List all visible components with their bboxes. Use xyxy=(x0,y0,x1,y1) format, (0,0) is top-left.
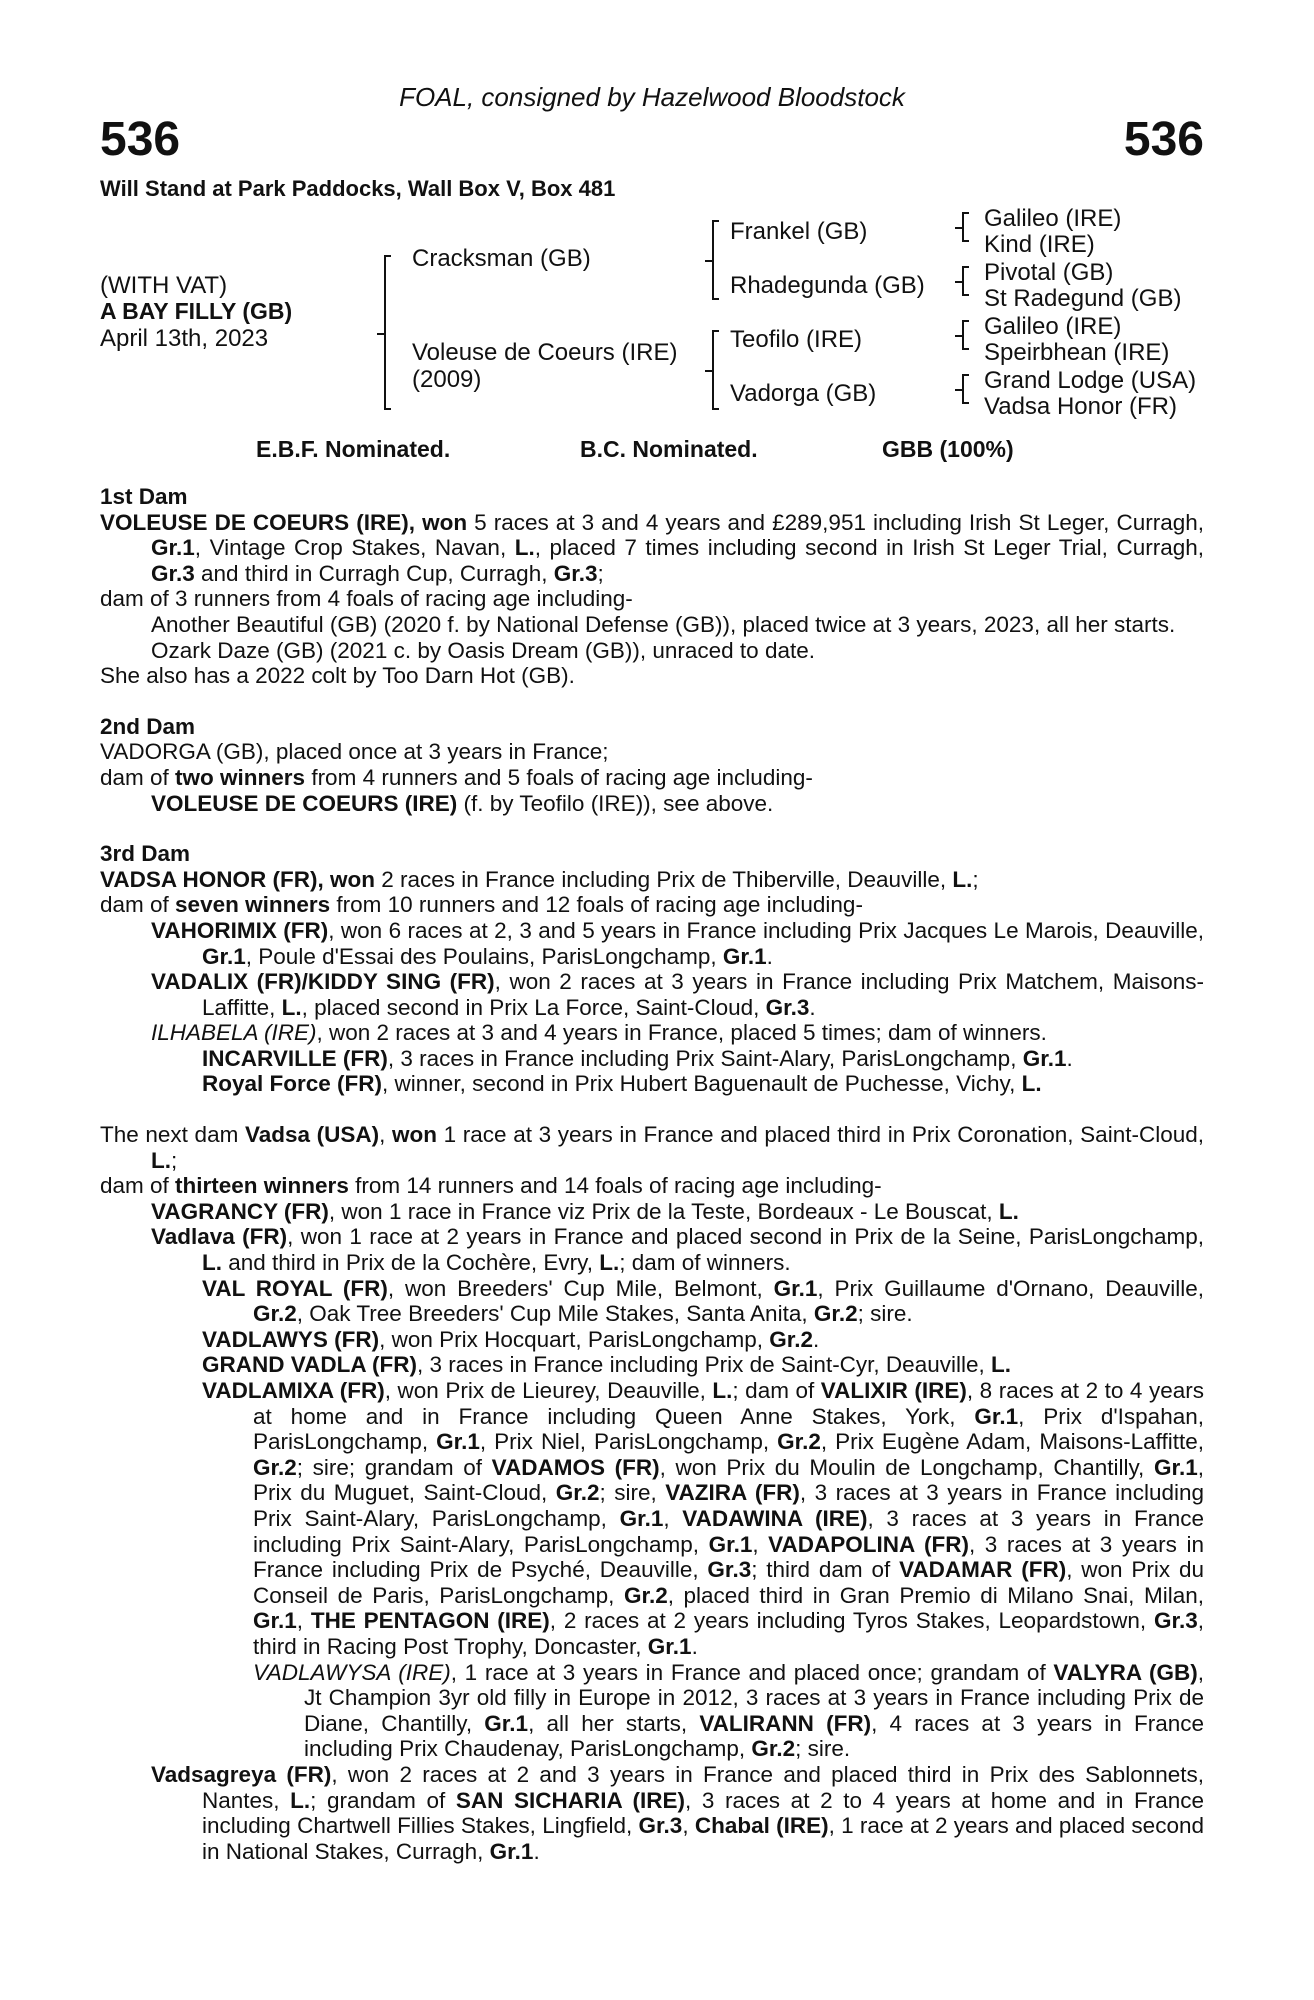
brace-ds xyxy=(962,320,964,350)
brace-dd xyxy=(962,374,964,404)
ds-dam: Speirbhean (IRE) xyxy=(984,339,1170,366)
catalogue-page xyxy=(100,0,1204,2000)
first-dam-heading: 1st Dam xyxy=(100,484,188,509)
consignor-line: FOAL, consigned by Hazelwood Bloodstock xyxy=(399,82,905,112)
foal-entry: VADALIX (FR)/KIDDY SING (FR), won 2 races at 3 years in France including Prix Matchem, Maisons-Laffitte, L., placed second in Prix La Force, Saint-Cloud, Gr.3. xyxy=(151,969,1205,1020)
foal-entry: GRAND VADLA (FR), 3 races in France including Prix de Saint-Cyr, Deauville, L. xyxy=(202,1352,1011,1378)
stand-location: Will Stand at Park Paddocks, Wall Box V, Box 481 xyxy=(100,176,616,201)
foal-entry: VAL ROYAL (FR), won Breeders' Cup Mile, Belmont, Gr.1, Prix Guillaume d'Ornano, Deauville, Gr.2, Oak Tree Breeders' Cup Mile Stakes, Santa Anita, Gr.2; sire. xyxy=(202,1275,1204,1327)
sd-dam: St Radegund (GB) xyxy=(984,285,1182,312)
ss-sire: Galileo (IRE) xyxy=(984,205,1122,232)
dd-dam: Vadsa Honor (FR) xyxy=(984,393,1177,420)
bc-nomination: B.C. Nominated. xyxy=(580,436,758,462)
also-has: She also has a 2022 colt by Too Darn Hot (GB). xyxy=(100,663,575,689)
dam: Voleuse de Coeurs (IRE) xyxy=(412,339,678,366)
lot-number-right: 536 xyxy=(1123,113,1204,166)
next-dam-produce: dam of thirteen winners from 14 runners and 14 foals of racing age including- xyxy=(100,1173,882,1199)
dd-sire: Grand Lodge (USA) xyxy=(984,367,1197,394)
dam-year: (2009) xyxy=(412,366,482,393)
brace-dam xyxy=(712,330,714,410)
ds-sire: Galileo (IRE) xyxy=(984,313,1122,340)
foal-entry: VADLAWYS (FR), won Prix Hocquart, ParisLongchamp, Gr.2. xyxy=(202,1326,820,1352)
vat-note: (WITH VAT) xyxy=(100,272,228,299)
sire-sire: Frankel (GB) xyxy=(730,218,868,245)
foal-entry: Vadlava (FR), won 1 race at 2 years in France and placed second in Prix de la Seine, ParisLongchamp, L. and third in Prix de la Cochère, Evry, L.; dam of winners. xyxy=(151,1224,1204,1276)
foal-entry: Ozark Daze (GB) (2021 c. by Oasis Dream (GB)), unraced to date. xyxy=(151,637,815,663)
foal-entry: VAGRANCY (FR), won 1 race in France viz Prix de la Teste, Bordeaux - Le Bouscat, L. xyxy=(151,1198,1019,1224)
dam-sire: Teofilo (IRE) xyxy=(730,326,863,353)
brace-gen1 xyxy=(384,255,386,410)
foal-entry: VADLAWYSA (IRE), 1 race at 3 years in France and placed once; grandam of VALYRA (GB), Jt Champion 3yr old filly in Europe in 2012, 3 races at 3 years in France including Prix de Diane, Chantilly, Gr.1, all her starts, VALIRANN (FR), 4 races at 3 years in France including Prix Chaudenay, ParisLongchamp, Gr.2; sire. xyxy=(253,1659,1204,1762)
brace-ss xyxy=(962,212,964,242)
gbb-status: GBB (100%) xyxy=(882,436,1014,462)
second-dam-record: VADORGA (GB), placed once at 3 years in France; xyxy=(100,739,609,765)
second-dam-heading: 2nd Dam xyxy=(100,713,196,739)
lot-dob: April 13th, 2023 xyxy=(100,325,269,352)
foal-entry: VAHORIMIX (FR), won 6 races at 2, 3 and 5 years in France including Prix Jacques Le Marois, Deauville, Gr.1, Poule d'Essai des Poulains, ParisLongchamp, Gr.1. xyxy=(151,917,1204,969)
first-dam-record: VOLEUSE DE COEURS (IRE), won 5 races at 3 and 4 years and £289,951 including Irish St Leger, Curragh, Gr.1, Vintage Crop Stakes, Navan, L., placed 7 times including second in Irish St Leger Trial, Curragh, Gr.3 and third in Curragh Cup, Curragh, Gr.3; xyxy=(100,509,1204,586)
next-dam-record: The next dam Vadsa (USA), won 1 race at 3 years in France and placed third in Prix Coronation, Saint-Cloud, L.; xyxy=(100,1122,1204,1173)
foal-entry: VADLAMIXA (FR), won Prix de Lieurey, Deauville, L.; dam of VALIXIR (IRE), 8 races at 2 to 4 years at home and in France including Queen Anne Stakes, York, Gr.1, Prix d'Ispahan, ParisLongchamp, Gr.1, Prix Niel, ParisLongchamp, Gr.2, Prix Eugène Adam, Maisons-Laffitte, Gr.2; sire; grandam of VADAMOS (FR), won Prix du Moulin de Longchamp, Chantilly, Gr.1, Prix du Muguet, Saint-Cloud, Gr.2; sire, VAZIRA (FR), 3 races at 3 years in France including Prix Saint-Alary, ParisLongchamp, Gr.1, VADAWINA (IRE), 3 races at 3 years in France including Prix Saint-Alary, ParisLongchamp, Gr.1, VADAPOLINA (FR), 3 races at 3 years in France including Prix de Psyché, Deauville, Gr.3; third dam of VADAMAR (FR), won Prix du Conseil de Paris, ParisLongchamp, Gr.2, placed third in Gran Premio di Milano Snai, Milan, Gr.1, THE PENTAGON (IRE), 2 races at 2 years including Tyros Stakes, Leopardstown, Gr.3, third in Racing Post Trophy, Doncaster, Gr.1. xyxy=(202,1378,1205,1659)
foal-entry: Another Beautiful (GB) (2020 f. by National Defense (GB)), placed twice at 3 years, 2023, all her starts. xyxy=(151,611,1176,637)
brace-sd xyxy=(962,266,964,296)
ss-dam: Kind (IRE) xyxy=(984,231,1095,258)
foal-entry: Royal Force (FR), winner, second in Prix Hubert Baguenault de Puchesse, Vichy, L. xyxy=(202,1071,1042,1097)
lot-number-left: 536 xyxy=(100,113,181,166)
third-dam-heading: 3rd Dam xyxy=(100,841,191,867)
sire-dam: Rhadegunda (GB) xyxy=(730,272,925,299)
foal-entry: ILHABELA (IRE), won 2 races at 3 and 4 years in France, placed 5 times; dam of winners. xyxy=(151,1020,1047,1046)
third-dam-produce: dam of seven winners from 10 runners and 12 foals of racing age including- xyxy=(100,892,863,918)
brace-sire xyxy=(712,220,714,300)
sd-sire: Pivotal (GB) xyxy=(984,259,1114,286)
ebf-nomination: E.B.F. Nominated. xyxy=(256,436,451,462)
foal-entry: INCARVILLE (FR), 3 races in France including Prix Saint-Alary, ParisLongchamp, Gr.1. xyxy=(202,1045,1073,1071)
second-dam-produce: dam of two winners from 4 runners and 5 foals of racing age including- xyxy=(100,764,813,790)
catalogue-body xyxy=(100,484,1204,1864)
sire: Cracksman (GB) xyxy=(412,245,591,272)
foal-entry: VOLEUSE DE COEURS (IRE) (f. by Teofilo (IRE)), see above. xyxy=(151,790,774,816)
third-dam-record: VADSA HONOR (FR), won 2 races in France including Prix de Thiberville, Deauville, L.; xyxy=(100,866,979,892)
foal-entry: Vadsagreya (FR), won 2 races at 2 and 3 years in France and placed third in Prix des Sablonnets, Nantes, L.; grandam of SAN SICHARIA (IRE), 3 races at 2 to 4 years at home and in France including Chartwell Fillies Stakes, Lingfield, Gr.3, Chabal (IRE), 1 race at 2 years and placed second in National Stakes, Curragh, Gr.1. xyxy=(151,1761,1204,1864)
dam-dam: Vadorga (GB) xyxy=(730,380,877,407)
lot-name: A BAY FILLY (GB) xyxy=(100,298,293,324)
first-dam-produce: dam of 3 runners from 4 foals of racing age including- xyxy=(100,586,633,612)
